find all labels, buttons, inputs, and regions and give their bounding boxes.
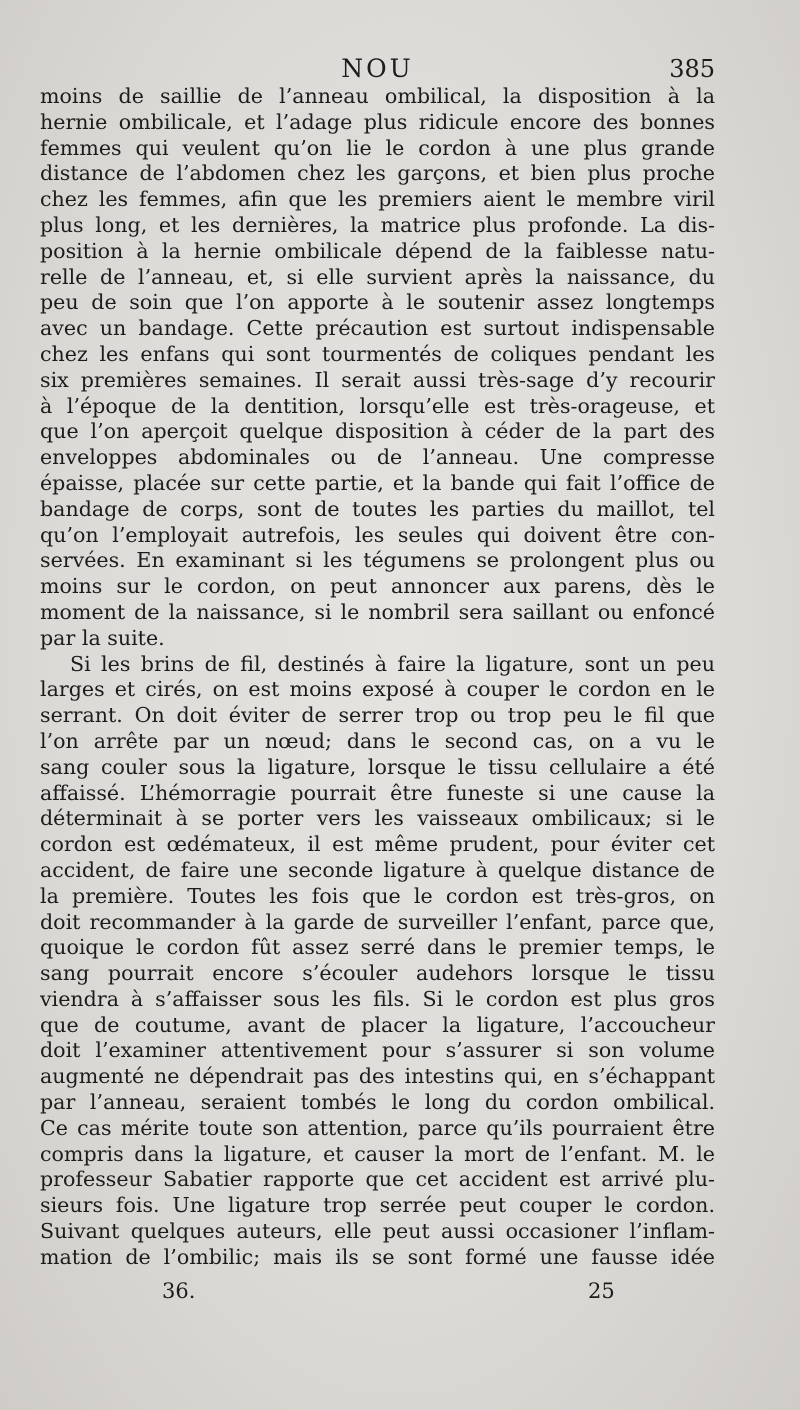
text-line: sang pourrait encore s’écouler audehors lorsque le tissu (40, 961, 715, 986)
text-line: Ce cas mérite toute son attention, parce qu’ils pourraient être (40, 1115, 715, 1140)
text-line: la première. Toutes les fois que le cordon est très-gros, on (40, 883, 715, 908)
sheet-number: 25 (588, 1279, 615, 1303)
body-text (40, 84, 715, 1271)
text-line: épaisse, placée sur cette partie, et la bande qui fait l’office de (40, 470, 715, 495)
page-number: 385 (669, 55, 715, 83)
text-line: enveloppes abdominales ou de l’anneau. Une compresse (40, 445, 715, 470)
text-line: chez les enfans qui sont tourmentés de coliques pendant les (40, 341, 715, 366)
text-line: compris dans la ligature, et causer la mort de l’enfant. M. le (40, 1141, 715, 1166)
text-line: mation de l’ombilic; mais ils se sont formé une fausse idée (40, 1244, 715, 1269)
text-line: hernie ombilicale, et l’adage plus ridicule encore des bonnes (40, 109, 715, 134)
running-head (40, 52, 715, 86)
text-line: l’on arrête par un nœud; dans le second cas, on a vu le (40, 728, 715, 753)
text-line: accident, de faire une seconde ligature à quelque distance de (40, 857, 715, 882)
running-title: NOU (341, 54, 414, 83)
text-line: que de coutume, avant de placer la ligature, l’accoucheur (40, 1012, 715, 1037)
text-line: chez les femmes, afin que les premiers aient le membre viril (40, 187, 715, 212)
signature-mark: 36. (162, 1279, 196, 1303)
text-line: serrant. On doit éviter de serrer trop ou trop peu le fil que (40, 703, 715, 728)
text-line: augmenté ne dépendrait pas des intestins qui, en s’échappant (40, 1064, 715, 1089)
text-line: Suivant quelques auteurs, elle peut aussi occasioner l’inflam- (40, 1219, 715, 1244)
paragraph-start-line: Si les brins de fil, destinés à faire la ligature, sont un peu (70, 651, 715, 676)
text-line: servées. En examinant si les tégumens se prolongent plus ou (40, 548, 715, 573)
page-footer (40, 1276, 715, 1306)
text-line: plus long, et les dernières, la matrice plus profonde. La dis- (40, 212, 715, 237)
text-line: six premières semaines. Il serait aussi très-sage d’y recourir (40, 367, 715, 392)
text-line: distance de l’abdomen chez les garçons, et bien plus proche (40, 161, 715, 186)
text-line: larges et cirés, on est moins exposé à couper le cordon en le (40, 677, 715, 702)
text-line: moins de saillie de l’anneau ombilical, la disposition à la (40, 84, 715, 108)
paragraph-end-line: par la suite. (40, 625, 165, 650)
text-line: sieurs fois. Une ligature trop serrée peut couper le cordon. (40, 1193, 715, 1218)
text-line: doit l’examiner attentivement pour s’assurer si son volume (40, 1038, 715, 1063)
text-line: avec un bandage. Cette précaution est surtout indispensable (40, 316, 715, 341)
text-line: doit recommander à la garde de surveiller l’enfant, parce que, (40, 909, 715, 934)
text-line: femmes qui veulent qu’on lie le cordon à une plus grande (40, 135, 715, 160)
text-line: que l’on aperçoit quelque disposition à céder de la part des (40, 419, 715, 444)
text-line: cordon est œdémateux, il est même prudent, pour éviter cet (40, 832, 715, 857)
text-line: bandage de corps, sont de toutes les parties du maillot, tel (40, 496, 715, 521)
text-line: moment de la naissance, si le nombril sera saillant ou enfoncé (40, 599, 715, 624)
text-line: qu’on l’employait autrefois, les seules qui doivent être con- (40, 522, 715, 547)
text-line: quoique le cordon fût assez serré dans le premier temps, le (40, 935, 715, 960)
text-line: relle de l’anneau, et, si elle survient après la naissance, du (40, 264, 715, 289)
text-line: moins sur le cordon, on peut annoncer aux parens, dès le (40, 574, 715, 599)
text-line: peu de soin que l’on apporte à le soutenir assez longtemps (40, 290, 715, 315)
text-line: affaissé. L’hémorragie pourrait être funeste si une cause la (40, 780, 715, 805)
text-line: déterminait à se porter vers les vaisseaux ombilicaux; si le (40, 806, 715, 831)
text-line: position à la hernie ombilicale dépend de la faiblesse natu- (40, 238, 715, 263)
text-line: sang couler sous la ligature, lorsque le tissu cellulaire a été (40, 754, 715, 779)
text-line: par l’anneau, seraient tombés le long du cordon ombilical. (40, 1090, 715, 1115)
text-line: viendra à s’affaisser sous les fils. Si le cordon est plus gros (40, 986, 715, 1011)
text-line: à l’époque de la dentition, lorsqu’elle est très-orageuse, et (40, 393, 715, 418)
text-line: professeur Sabatier rapporte que cet accident est arrivé plu- (40, 1167, 715, 1192)
